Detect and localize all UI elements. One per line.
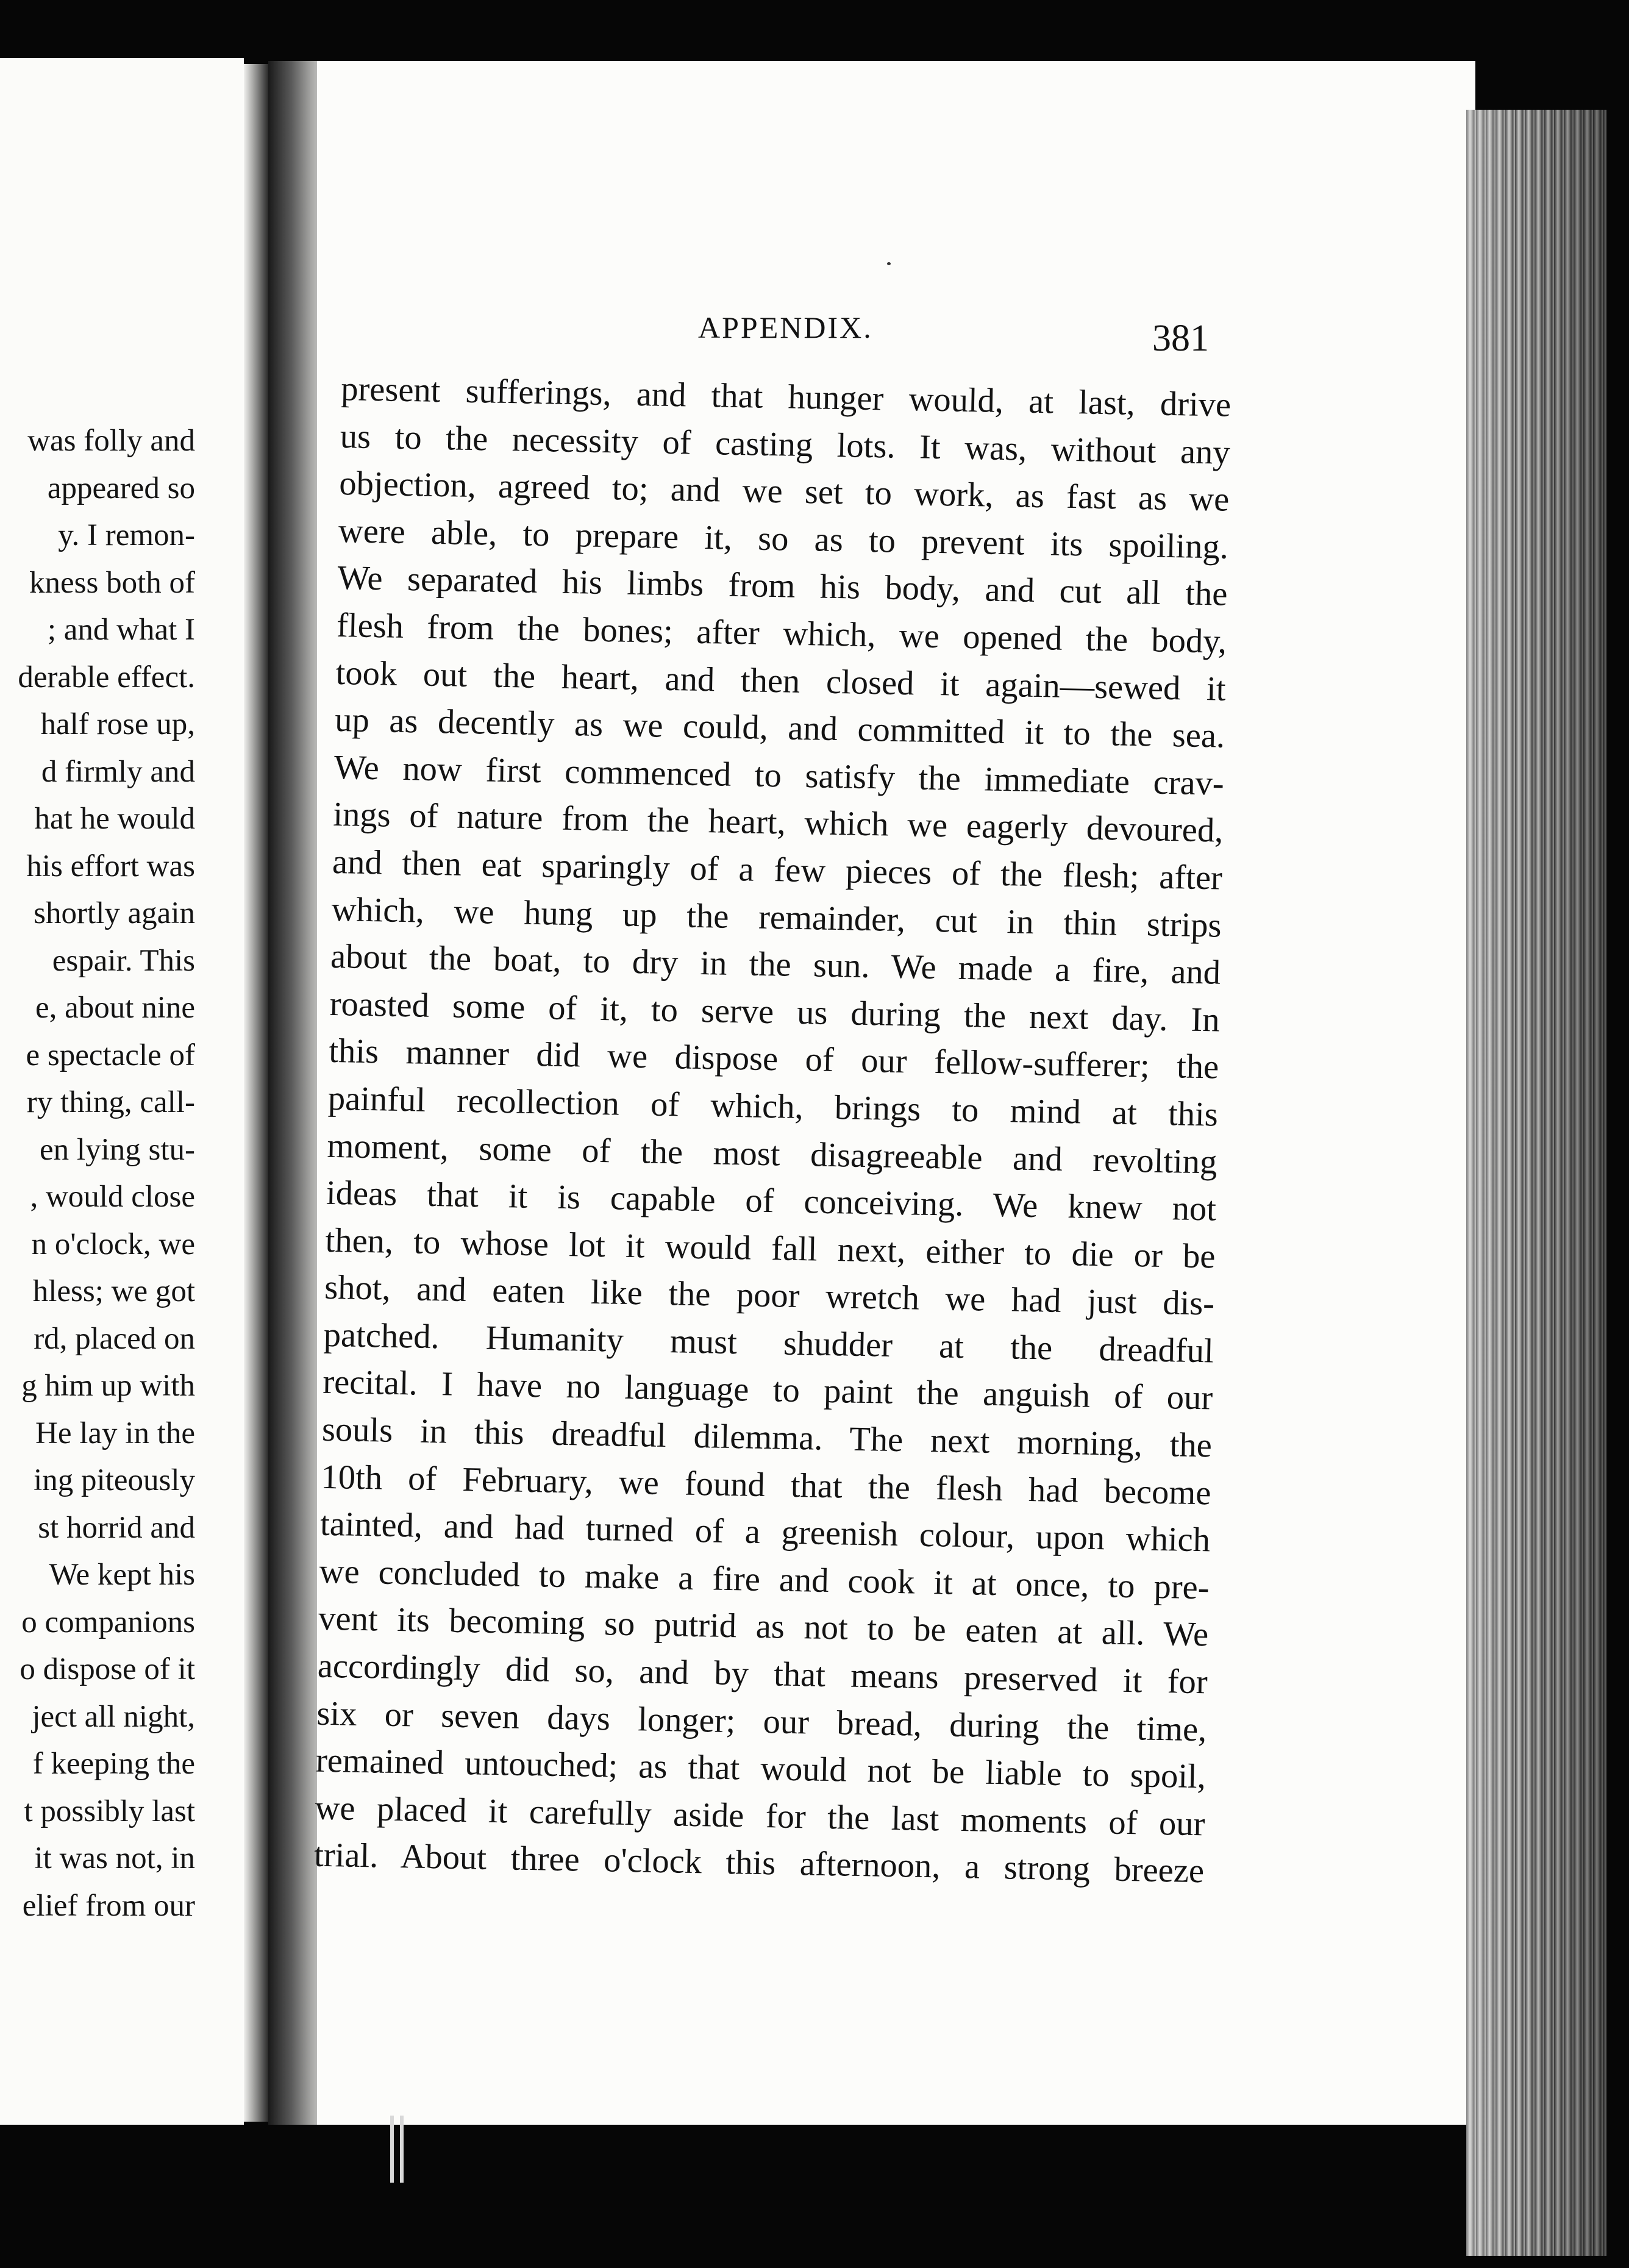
text-line: were able, to prepare it, so as to prevent its spoiling. — [338, 512, 1229, 566]
left-text-line: d firmly and — [41, 754, 195, 789]
text-line: shot, and eaten like the poor wretch we had just dis- — [324, 1269, 1215, 1323]
text-line: roasted some of it, to serve us during the next day. In — [329, 985, 1221, 1040]
text-line: We separated his limbs from his body, and cut all the — [337, 559, 1228, 614]
left-text-line: appeared so — [47, 471, 195, 505]
text-line: then, to whose lot it would fall next, either to die or be — [325, 1221, 1216, 1276]
text-line: and then eat sparingly of a few pieces of the flesh; after — [332, 843, 1223, 897]
left-text-line: e, about nine — [35, 991, 195, 1025]
left-page-text — [0, 418, 195, 1930]
left-text-line: st horrid and — [38, 1510, 195, 1545]
left-text-line: We kept his — [49, 1558, 195, 1592]
body-text — [313, 366, 1231, 1895]
text-line: flesh from the bones; after which, we opened the body, — [336, 606, 1227, 661]
text-line: ideas that it is capable of conceiving. We knew not — [326, 1174, 1217, 1228]
page-number: 381 — [1152, 318, 1209, 359]
left-text-line: , would close — [30, 1180, 195, 1214]
text-line: objection, agreed to; and we set to work, as fast as we — [338, 465, 1230, 519]
left-text-line: ; and what I — [47, 613, 195, 647]
left-text-line: elief from our — [22, 1888, 195, 1923]
text-line: took out the heart, and then closed it again—sewed it — [335, 654, 1227, 708]
text-line: 10th of February, we found that the flesh had become — [321, 1458, 1211, 1513]
left-text-line: his effort was — [26, 849, 195, 883]
left-text-line: en lying stu- — [40, 1132, 195, 1167]
left-text-line: g him up with — [21, 1369, 195, 1403]
left-text-line: espair. This — [52, 943, 195, 978]
left-page-gutter — [244, 64, 268, 2122]
text-line: painful recollection of which, brings to mind at this — [327, 1079, 1219, 1134]
left-text-line: rd, placed on — [34, 1321, 195, 1356]
left-text-line: was folly and — [27, 424, 195, 458]
text-line: which, we hung up the remainder, cut in thin strips — [331, 890, 1222, 945]
left-text-line: ing piteously — [34, 1463, 195, 1497]
page-header — [655, 305, 1222, 359]
scan-speck — [887, 262, 891, 265]
left-text-line: o companions — [21, 1605, 195, 1639]
left-text-line: ject all night, — [32, 1699, 195, 1734]
left-text-line: e spectacle of — [26, 1038, 195, 1072]
left-text-line: n o'clock, we — [31, 1227, 195, 1261]
left-text-line: hless; we got — [32, 1274, 195, 1308]
text-line: moment, some of the most disagreeable and revolting — [326, 1127, 1217, 1182]
text-line: We now first commenced to satisfy the immediate crav- — [333, 748, 1225, 803]
text-line: this manner did we dispose of our fellow-sufferer; the — [328, 1032, 1219, 1086]
text-line: tainted, and had turned of a greenish colour, upon which — [319, 1505, 1211, 1560]
text-line: vent its becoming so putrid as not to be eaten at all. We — [318, 1600, 1209, 1654]
left-text-line: t possibly last — [24, 1794, 195, 1828]
text-line: we concluded to make a fire and cook it at once, to pre- — [319, 1552, 1210, 1607]
text-line: present sufferings, and that hunger would, at last, drive — [340, 369, 1232, 424]
text-line: patched. Humanity must shudder at the dreadful — [323, 1316, 1214, 1371]
text-line: about the boat, to dry in the sun. We made a fire, and — [330, 937, 1221, 992]
scan-bottom-marks — [390, 2116, 408, 2189]
left-text-line: hat he would — [34, 802, 195, 836]
text-line: recital. I have no language to paint the anguish of our — [322, 1363, 1213, 1417]
text-line: ings of nature from the heart, which we eagerly devoured, — [332, 796, 1224, 850]
text-line: six or seven days longer; our bread, during the time, — [316, 1694, 1207, 1749]
text-line: us to the necessity of casting lots. It was, without any — [340, 417, 1231, 472]
left-text-line: half rose up, — [40, 707, 195, 741]
running-head: APPENDIX. — [698, 310, 873, 344]
left-text-line: kness both of — [29, 565, 195, 600]
left-facing-page — [0, 58, 244, 2125]
left-text-line: y. I remon- — [58, 518, 195, 552]
text-line: up as decently as we could, and committed it to the sea. — [334, 701, 1225, 755]
left-text-line: derable effect. — [18, 660, 195, 694]
left-text-line: o dispose of it — [20, 1652, 195, 1686]
text-line: remained untouched; as that would not be liable to spoil, — [315, 1741, 1207, 1796]
text-line: trial. About three o'clock this afternoon, a strong breeze — [313, 1836, 1205, 1891]
text-line: accordingly did so, and by that means preserved it for — [317, 1647, 1208, 1702]
text-line: we placed it carefully aside for the last moments of our — [315, 1789, 1205, 1844]
left-text-line: it was not, in — [34, 1841, 195, 1875]
left-text-line: f keeping the — [32, 1747, 195, 1781]
left-text-line: ry thing, call- — [26, 1085, 195, 1119]
page-edges-shading — [1466, 110, 1606, 2256]
left-text-line: He lay in the — [35, 1416, 195, 1450]
left-text-line: shortly again — [34, 896, 195, 930]
text-line: souls in this dreadful dilemma. The next morning, the — [321, 1410, 1213, 1465]
